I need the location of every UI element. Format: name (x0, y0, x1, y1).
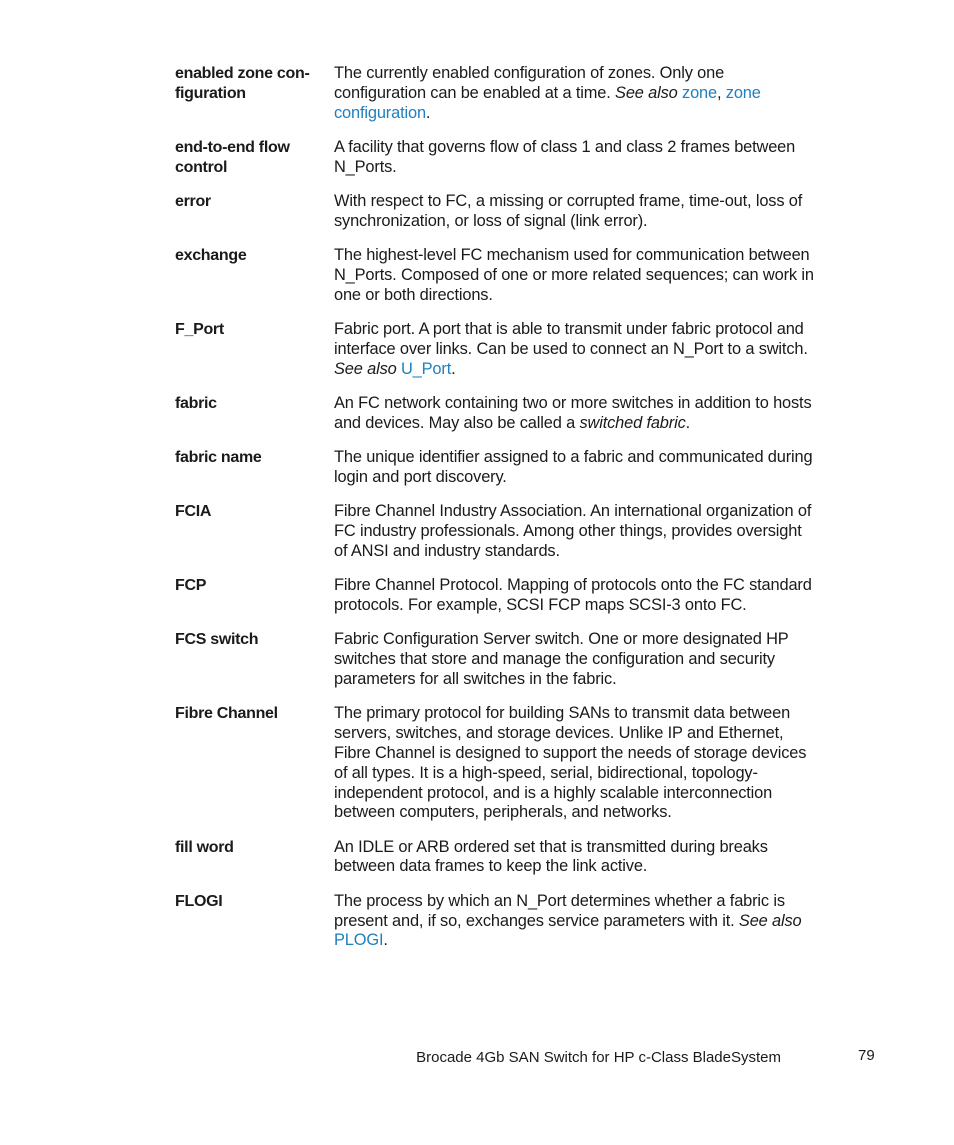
glossary-definition (334, 704, 816, 823)
glossary-entry (175, 138, 825, 178)
glossary-term: exchange (175, 247, 247, 265)
glossary-term: fabric name (175, 449, 262, 467)
definition-text: With respect to FC, a missing or corrupted frame, time-out, loss of synchronization, or loss of signal (link error). (334, 192, 803, 231)
glossary-entry (175, 502, 825, 561)
glossary-definition (334, 892, 816, 951)
definition-text: An FC network containing two or more switches in addition to hosts and devices. May also be called a (334, 394, 812, 433)
definition-text: The primary protocol for building SANs to transmit data between servers, switches, and storage devices. Unlike IP and Ethernet, Fibre Channel is designed to support the needs of storage devices of all types. It is a high-speed, serial, bidirectional, topology-independent protocol, and is a highly scalable interconnection between computers, peripherals, and networks. (334, 704, 807, 822)
glossary-term: FCIA (175, 503, 212, 521)
definition-text: The highest-level FC mechanism used for communication between N_Ports. Composed of one or more related sequences; can work in one or both directions. (334, 246, 814, 305)
glossary-term: FCS switch (175, 631, 259, 649)
definition-text: The unique identifier assigned to a fabric and communicated during login and port discovery. (334, 448, 813, 487)
definition-text: . (685, 414, 691, 433)
page-number: 79 (858, 1047, 875, 1064)
italic-text: See also (615, 83, 678, 102)
glossary-entry (175, 246, 825, 305)
glossary-entry (175, 892, 825, 951)
glossary-list (175, 64, 825, 966)
glossary-term: FCP (175, 577, 207, 595)
cross-reference-link[interactable]: zone (682, 83, 717, 102)
definition-text: Fabric Configuration Server switch. One or more designated HP switches that store and manage the configuration and security parameters for all switches in the fabric. (334, 630, 789, 689)
footer-document-title: Brocade 4Gb SAN Switch for HP c-Class BladeSystem (416, 1049, 781, 1066)
definition-text: Fibre Channel Protocol. Mapping of protocols onto the FC standard protocols. For example, SCSI FCP maps SCSI-3 onto FC. (334, 576, 812, 615)
glossary-entry (175, 838, 825, 878)
definition-text: . (425, 103, 431, 122)
glossary-definition (334, 838, 816, 878)
definition-text: Fabric port. A port that is able to transmit under fabric protocol and interface over links. Can be used to connect an N_Port to a switch. (334, 320, 808, 359)
definition-text: Fibre Channel Industry Association. An international organization of FC industry professionals. Among other things, provides oversight of ANSI and industry standards. (334, 502, 812, 561)
cross-reference-link[interactable]: U_Port (401, 359, 452, 378)
definition-text: . (451, 359, 456, 378)
italic-text: See also (334, 359, 397, 378)
glossary-definition (334, 448, 816, 488)
italic-text: switched fabric (579, 414, 686, 433)
glossary-term: fabric (175, 395, 217, 413)
glossary-entry (175, 64, 825, 123)
glossary-entry (175, 630, 825, 689)
cross-reference-link[interactable]: zone configuration (334, 83, 761, 122)
glossary-term: error (175, 193, 211, 211)
glossary-entry (175, 576, 825, 616)
glossary-term: Fibre Channel (175, 705, 278, 723)
glossary-definition (334, 576, 816, 616)
glossary-definition (334, 394, 816, 434)
glossary-entry (175, 394, 825, 434)
definition-text: A facility that governs flow of class 1 and class 2 frames between N_Ports. (334, 137, 796, 176)
glossary-definition (334, 246, 816, 305)
glossary-term: FLOGI (175, 892, 223, 910)
definition-text: , (716, 83, 726, 102)
definition-text: The currently enabled configuration of zones. Only one configuration can be enabled at a time. (334, 64, 725, 102)
glossary-definition (334, 320, 816, 379)
definition-text: . (383, 931, 388, 950)
page-footer (0, 1048, 954, 1070)
italic-text: See also (738, 911, 802, 930)
glossary-definition (334, 138, 816, 178)
glossary-definition (334, 502, 816, 561)
definition-text: The process by which an N_Port determines whether a fabric is present and, if so, exchanges service parameters with it. (334, 891, 785, 930)
glossary-definition (334, 192, 816, 232)
glossary-definition (334, 64, 816, 123)
glossary-entry (175, 704, 825, 823)
cross-reference-link[interactable]: PLOGI (334, 931, 384, 950)
glossary-entry (175, 320, 825, 379)
glossary-term: end-to-end flow control (175, 138, 290, 176)
glossary-definition (334, 630, 816, 689)
glossary-term: enabled zone con- figuration (175, 65, 310, 102)
glossary-entry (175, 192, 825, 232)
glossary-term: F_Port (175, 321, 224, 339)
glossary-entry (175, 448, 825, 488)
glossary-term: fill word (175, 838, 234, 856)
definition-text: An IDLE or ARB ordered set that is transmitted during breaks between data frames to keep the link active. (334, 837, 768, 876)
